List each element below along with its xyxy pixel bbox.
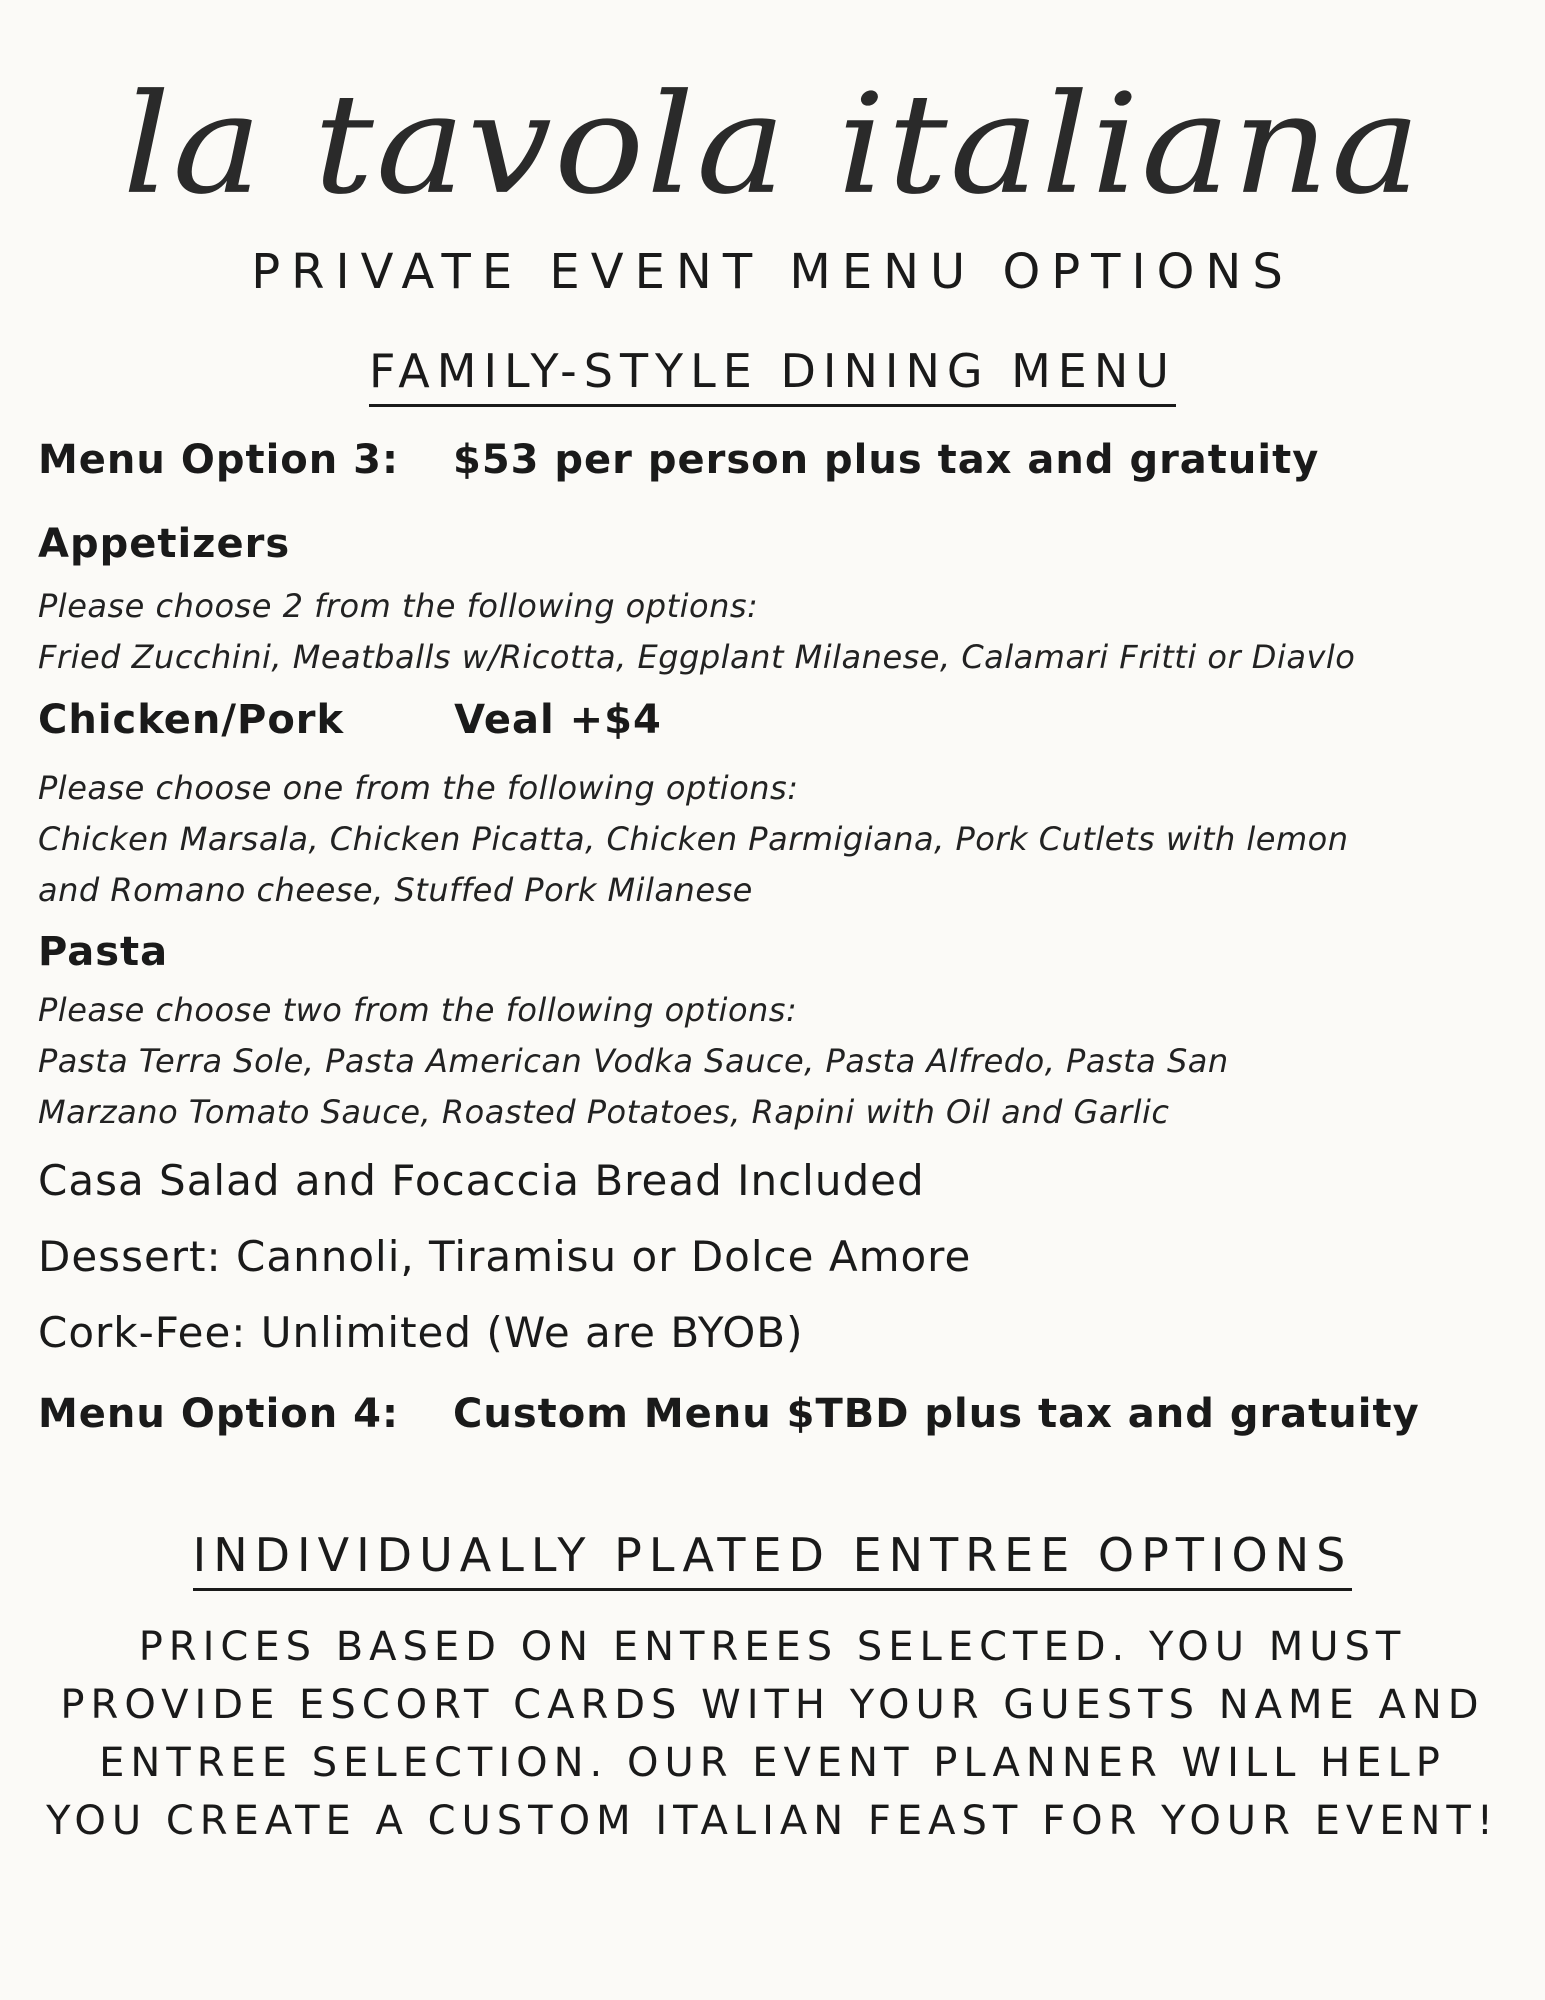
menu-option-3-label: Menu Option 3: bbox=[38, 437, 399, 483]
appetizers-heading: Appetizers bbox=[38, 521, 291, 567]
plated-entree-notice: PRICES BASED ON ENTREES SELECTED. YOU MUST PROVIDE ESCORT CARDS WITH YOUR GUESTS NAME AND ENTREE SELECTION. OUR EVENT PLANNER WILL HELP YOU CREATE A CUSTOM ITALIAN FEAST FOR YOUR EVENT! bbox=[46, 1624, 1499, 1844]
chicken-pork-heading: Chicken/Pork bbox=[38, 697, 345, 743]
plated-entree-title-text: INDIVIDUALLY PLATED ENTREE OPTIONS bbox=[193, 1528, 1353, 1591]
appetizers-items: Fried Zucchini, Meatballs w/Ricotta, Eggplant Milanese, Calamari Fritti or Diavlo bbox=[38, 638, 1356, 676]
pasta-instruction: Please choose two from the following options: bbox=[38, 991, 798, 1029]
dessert-options: Dessert: Cannoli, Tiramisu or Dolce Amore bbox=[38, 1232, 972, 1281]
page-subtitle: PRIVATE EVENT MENU OPTIONS bbox=[251, 244, 1294, 300]
salad-included: Casa Salad and Focaccia Bread Included bbox=[38, 1156, 925, 1205]
menu-option-3-price: $53 per person plus tax and gratuity bbox=[453, 437, 1320, 483]
menu-option-4 bbox=[38, 1391, 1420, 1437]
mains-heading-row bbox=[38, 697, 662, 743]
menu-option-4-price: Custom Menu $TBD plus tax and gratuity bbox=[453, 1391, 1420, 1437]
appetizers-instruction: Please choose 2 from the following options: bbox=[38, 587, 759, 625]
family-style-title bbox=[0, 344, 1545, 398]
plated-entree-title bbox=[0, 1528, 1545, 1582]
restaurant-logo: la tavola italiana bbox=[122, 64, 1423, 226]
mains-items-line-2: and Romano cheese, Stuffed Pork Milanese bbox=[38, 871, 753, 909]
menu-option-3 bbox=[38, 437, 1320, 483]
mains-items-line-1: Chicken Marsala, Chicken Picatta, Chicken Parmigiana, Pork Cutlets with lemon bbox=[38, 820, 1349, 858]
veal-upgrade: Veal +$4 bbox=[454, 697, 662, 743]
pasta-items-line-1: Pasta Terra Sole, Pasta American Vodka Sauce, Pasta Alfredo, Pasta San bbox=[38, 1042, 1229, 1080]
mains-instruction: Please choose one from the following options: bbox=[38, 769, 799, 807]
pasta-heading: Pasta bbox=[38, 929, 169, 975]
pasta-items-line-2: Marzano Tomato Sauce, Roasted Potatoes, Rapini with Oil and Garlic bbox=[38, 1093, 1170, 1131]
cork-fee: Cork-Fee: Unlimited (We are BYOB) bbox=[38, 1308, 804, 1357]
menu-option-4-label: Menu Option 4: bbox=[38, 1391, 399, 1437]
family-style-title-text: FAMILY-STYLE DINING MENU bbox=[369, 344, 1176, 407]
